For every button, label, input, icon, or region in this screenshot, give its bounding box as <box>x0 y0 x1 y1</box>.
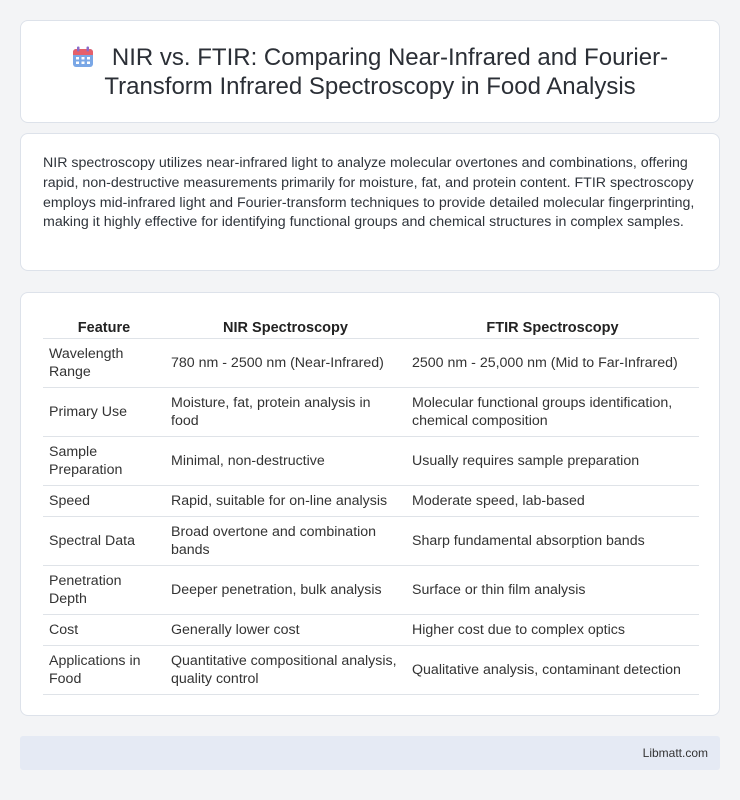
table-row <box>43 485 699 516</box>
row-feature: Cost <box>43 614 165 645</box>
page-title-text: NIR vs. FTIR: Comparing Near-Infrared and Fourier-Transform Infrared Spectroscopy in Food Analysis <box>104 43 669 100</box>
title-card <box>20 20 720 123</box>
comparison-table-card <box>20 292 720 716</box>
comparison-table <box>43 313 699 695</box>
table-row <box>43 565 699 614</box>
row-nir: 780 nm - 2500 nm (Near-Infrared) <box>165 338 406 387</box>
row-nir: Broad overtone and combination bands <box>165 516 406 565</box>
row-nir: Minimal, non-destructive <box>165 436 406 485</box>
table-row <box>43 436 699 485</box>
table-row <box>43 614 699 645</box>
page-title <box>51 43 689 101</box>
row-ftir: Higher cost due to complex optics <box>406 614 699 645</box>
footer-bar <box>20 736 720 770</box>
row-ftir: 2500 nm - 25,000 nm (Mid to Far-Infrared) <box>406 338 699 387</box>
footer-brand[interactable]: Libmatt.com <box>642 746 708 760</box>
row-feature: Penetration Depth <box>43 565 165 614</box>
row-nir: Rapid, suitable for on-line analysis <box>165 485 406 516</box>
row-feature: Speed <box>43 485 165 516</box>
table-row <box>43 516 699 565</box>
table-row <box>43 387 699 436</box>
row-feature: Primary Use <box>43 387 165 436</box>
row-ftir: Molecular functional groups identification, chemical composition <box>406 387 699 436</box>
header-feature: Feature <box>43 313 165 338</box>
row-nir: Moisture, fat, protein analysis in food <box>165 387 406 436</box>
row-feature: Spectral Data <box>43 516 165 565</box>
row-nir: Generally lower cost <box>165 614 406 645</box>
row-ftir: Qualitative analysis, contaminant detection <box>406 645 699 694</box>
table-header-row <box>43 313 699 338</box>
row-feature: Wavelength Range <box>43 338 165 387</box>
row-nir: Quantitative compositional analysis, quality control <box>165 645 406 694</box>
header-nir: NIR Spectroscopy <box>165 313 406 338</box>
row-ftir: Moderate speed, lab-based <box>406 485 699 516</box>
row-feature: Applications in Food <box>43 645 165 694</box>
calendar-icon <box>72 46 94 68</box>
row-feature: Sample Preparation <box>43 436 165 485</box>
row-nir: Deeper penetration, bulk analysis <box>165 565 406 614</box>
intro-paragraph: NIR spectroscopy utilizes near-infrared light to analyze molecular overtones and combinations, offering rapid, non-destructive measurements primarily for moisture, fat, and protein content. FTIR spectroscopy employs mid-infrared light and Fourier-transform techniques to provide detailed molecular fingerprinting, making it highly effective for identifying functional groups and chemical structures in complex samples. <box>43 155 695 231</box>
table-row <box>43 338 699 387</box>
header-ftir: FTIR Spectroscopy <box>406 313 699 338</box>
row-ftir: Sharp fundamental absorption bands <box>406 516 699 565</box>
table-row <box>43 645 699 694</box>
title-wrap <box>51 43 689 101</box>
intro-card <box>20 133 720 271</box>
row-ftir: Surface or thin film analysis <box>406 565 699 614</box>
row-ftir: Usually requires sample preparation <box>406 436 699 485</box>
